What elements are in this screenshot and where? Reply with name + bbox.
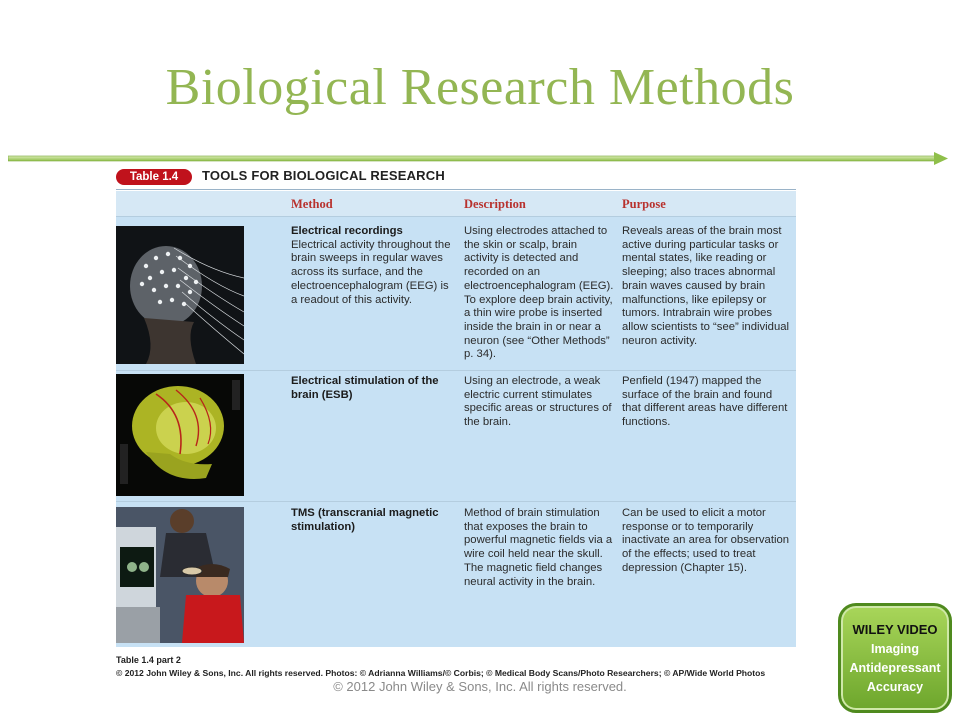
description-cell: Using electrodes attached to the skin or scalp, brain activity is detected and recorded on an electroencephalogram (EEG). To explore deep brain activity, a thin wire probe is inserted inside the brain in or near a neuron (see “Other Methods” p. 34). bbox=[464, 225, 614, 361]
method-title: TMS (transcranial magnetic stimulation) bbox=[291, 507, 439, 533]
method-text: Electrical activity throughout the brain sweeps in regular waves across its surface, and the electroencephalogram (EEG) is a readout of this activity. bbox=[291, 238, 451, 306]
slide-title: Biological Research Methods bbox=[165, 59, 795, 116]
tms-coil-photo bbox=[116, 507, 244, 643]
wiley-video-button[interactable] bbox=[838, 603, 952, 713]
method-cell bbox=[291, 225, 451, 307]
description-cell: Method of brain stimulation that exposes the brain to powerful magnetic fields via a wire coil held near the skull. The magnetic field changes neural activity in the brain. bbox=[464, 507, 613, 588]
video-topic-imaging: Imaging bbox=[871, 642, 919, 656]
skull-xray-electrode-photo bbox=[116, 374, 244, 496]
eeg-electrode-cap-photo bbox=[116, 226, 244, 364]
method-cell bbox=[291, 375, 451, 402]
video-topic-accuracy: Accuracy bbox=[866, 680, 924, 694]
photo-credit-line: © 2012 John Wiley & Sons, Inc. All rights reserved. Photos: © Adrianna Williams/© Corbis; © Medical Body Scans/Photo Researchers; © AP/Wide World Photos bbox=[116, 668, 766, 678]
header-method: Method bbox=[291, 197, 333, 211]
purpose-cell: Penfield (1947) mapped the surface of the brain and found that different areas have different functions. bbox=[622, 375, 788, 429]
method-cell bbox=[291, 507, 451, 534]
header-description: Description bbox=[464, 197, 526, 211]
table-caption: TOOLS FOR BIOLOGICAL RESEARCH bbox=[202, 168, 445, 183]
header-purpose: Purpose bbox=[622, 197, 666, 211]
table-part-label: Table 1.4 part 2 bbox=[116, 655, 181, 665]
table-header-row bbox=[116, 191, 796, 216]
table-number-badge: Table 1.4 bbox=[116, 169, 192, 185]
wiley-video-label: WILEY VIDEO bbox=[852, 622, 938, 637]
title-underline-arrow bbox=[8, 152, 948, 166]
caption-divider bbox=[116, 189, 796, 190]
description-cell: Using an electrode, a weak electric current stimulates specific areas or structures of the brain. bbox=[464, 375, 612, 429]
purpose-cell: Can be used to elicit a motor response or to temporarily inactivate an area for observation of the effects; used to treat depression (Chapter 15). bbox=[622, 507, 790, 574]
table-row bbox=[116, 216, 796, 370]
video-topic-antidepressant: Antidepressant bbox=[849, 661, 941, 675]
table-row bbox=[116, 501, 796, 647]
method-title: Electrical recordings bbox=[291, 225, 403, 237]
copyright-notice: © 2012 John Wiley & Sons, Inc. All rights reserved. bbox=[333, 679, 627, 694]
purpose-cell: Reveals areas of the brain most active during particular tasks or mental states, like reading or sleeping; also traces abnormal brain waves caused by brain malfunctions, like epilepsy or tumors. Intrabrain wire probes allow scientists to “see” individual neuron activity. bbox=[622, 225, 790, 347]
table-row bbox=[116, 370, 796, 501]
research-tools-table bbox=[116, 165, 796, 665]
method-title: Electrical stimulation of the brain (ESB) bbox=[291, 375, 439, 401]
